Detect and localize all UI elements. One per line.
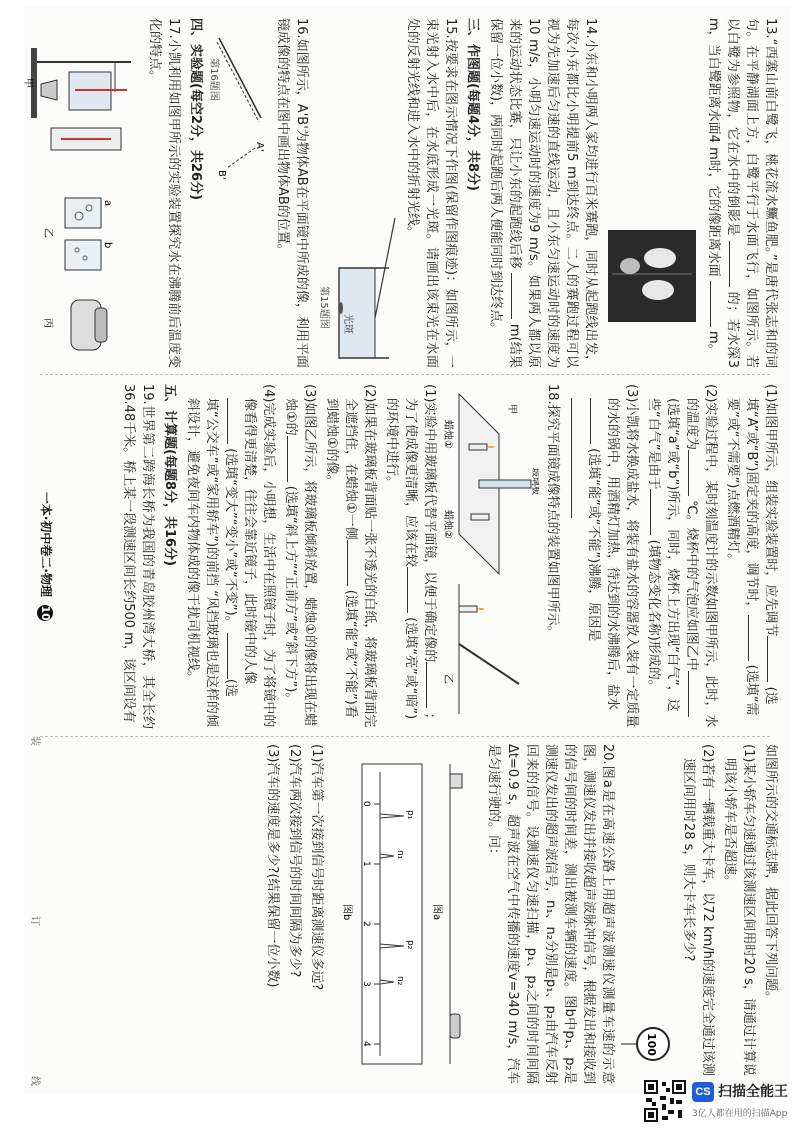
q17-part3: (3)小凯将水换成盐水，将装有盐水的容器放入装有一定质量的水的锅中，用酒精灯加热，待达到的水沸腾后，盐水 (选填“能”或“不能”)沸腾，原因是 <box>565 384 641 729</box>
question-16: 16.如图所示，A'B'为物体AB在平面镜中所成的像，利用平面镜成像的特点在图中画出物体AB的位置。 <box>275 18 309 368</box>
answer-blank[interactable] <box>688 671 701 717</box>
answer-blank[interactable] <box>287 436 300 482</box>
q20-part1: (1)汽车第一次接到信号时距离测速仪多远? <box>309 744 324 991</box>
pulse-p1: p₁ <box>405 810 415 820</box>
q18-part4: (4)完成实验后，小明想，生活中在照镜子时，为了将镜中的像看得更清楚，往往会靠近镜子，此时镜中的人像 (选填“变大”“变小”或“不变”)。 (选填“公交车”或“家用轿车”)的前挡 “风挡玻璃也是这样的倾斜设计，避免夜间车内物体成的像干扰司机视线。 <box>185 384 276 728</box>
speed-limit-value: 100 <box>645 1033 658 1056</box>
figure-15-caption: 第15题图 <box>318 286 329 329</box>
brand-name: 扫描全能王 <box>718 1084 788 1100</box>
section-4-heading: 四、实验题(每空2分，共26分) <box>188 18 203 201</box>
answer-blank[interactable] <box>710 281 723 327</box>
q20-part2: (2)汽车两次接到信号的时间间隔为多少? <box>287 744 302 978</box>
answer-blank[interactable] <box>688 450 701 496</box>
figure-16-caption: 第16题图 <box>209 58 219 101</box>
figure-15-diagram <box>315 18 399 368</box>
pulse-n1: n₁ <box>395 850 405 860</box>
speed-sign <box>621 744 675 1084</box>
pulse-n2: n₂ <box>395 976 405 986</box>
q18-part1: (1)实验中用玻璃板代替平面镜，以便于确定像的 ；为了使成像更清晰，应该在较 (选填“亮”或“暗”)的环境中进行。 <box>384 384 437 726</box>
egret-photo-image <box>604 18 700 368</box>
answer-blank[interactable] <box>511 273 524 319</box>
point-a-prime: A' <box>254 142 265 152</box>
figure-16-diagram <box>209 18 269 368</box>
answer-blank[interactable] <box>590 398 603 444</box>
column-divider <box>40 736 770 737</box>
scanner-watermark <box>644 1078 794 1126</box>
answer-blank[interactable] <box>729 241 742 287</box>
section-3-heading: 三、作图题(每题4分，共8分) <box>465 18 480 191</box>
brand-tagline: 3亿人都在用的扫描App <box>692 1109 788 1119</box>
binding-mark: 线 <box>29 1076 40 1086</box>
page-footer <box>36 384 55 729</box>
figure-17 <box>23 18 141 368</box>
question-15: 15.按要求在图示情况下作图(保留作图痕迹)：如图所示，一束光射入水中后，在水底形成一光斑。请画出该束光在水面处的反射光线和进入水中的折射光线。 <box>405 18 458 368</box>
right-column <box>260 744 780 1084</box>
figure-18-diagram <box>443 384 539 729</box>
q17-part1: (1)如图甲所示，组装实验装置时，应先调节 (选填“A”或“B”)固定夹的高度，调节时， (选填“需要”或“不需要”)点燃酒精灯。 <box>725 384 778 716</box>
q17-part2: (2)实验过程中，某时刻温度计的示数如图甲所示，此时，水的温度为 ℃。烧杯中的气泡应如图乙中 (选填“a”或“b”)所示，同时，烧杯上方出现“白气”，这些“白气”是由于 (填物态变化名称)形成的。 <box>646 384 718 728</box>
label-jia: 甲 <box>23 78 33 88</box>
fig-a-label: 图a <box>431 904 442 921</box>
label-yi: 乙 <box>443 674 453 684</box>
spot-label: 光斑 <box>342 314 353 334</box>
binding-mark: 装 <box>29 736 40 746</box>
q19-part2: (2)若有一辆载重大卡车，以72 km/h的速度完全通过该测速区间用时28 s，则大卡车长多少? <box>681 744 715 1076</box>
q19-part1: (1)某小轿车匀速通过该测速区间用时20 s，请通过计算说明该小轿车是否超速。 <box>722 744 756 1076</box>
page-number: 10 <box>39 605 52 621</box>
figure-20 <box>330 744 480 1084</box>
label-bing: 丙 <box>42 318 53 328</box>
figure-20-diagram <box>330 744 480 1084</box>
column-divider <box>40 374 770 375</box>
exam-page <box>24 6 790 1094</box>
tick-4: 4 <box>361 1041 371 1047</box>
figure-16 <box>209 18 269 368</box>
tick-2: 2 <box>361 921 371 927</box>
question-20: 20.图a是在高速公路上用超声波测速仪测量车速的示意图，测速仪发出并接收超声波脉冲信号，根据发出和接收到的信号间的时间差，测出被测车辆的速度。图b中p₁、p₂是测速仪发出的超声波信号，n₁、n₂分别是p₁、p₂由汽车反射回来的信号。设测速仪匀速扫描，p₁、p₂之间的时间间隔Δt=0.9 s，超声波在空气中传播的速度v=340 m/s，汽车是匀速行驶的。问： <box>486 744 615 1084</box>
answer-blank[interactable] <box>407 567 420 613</box>
qr-code-icon[interactable] <box>644 1080 686 1122</box>
answer-blank[interactable] <box>767 636 780 682</box>
pulse-p2: p₂ <box>405 940 415 950</box>
speed-sign-figure <box>621 744 675 1084</box>
glass-label: 玻璃板 <box>530 468 539 496</box>
fig-b-label: 图b <box>341 904 352 921</box>
tick-0: 0 <box>361 801 371 807</box>
label-jia: 甲 <box>506 404 517 414</box>
section-5-heading: 五、计算题(每题8分，共16分) <box>162 384 177 567</box>
middle-column <box>116 384 780 729</box>
camscanner-logo-icon: CS <box>692 1082 714 1102</box>
figure-18 <box>443 384 539 729</box>
label-yi: 乙 <box>42 228 53 238</box>
candle-2-label: 蜡烛② <box>443 510 453 539</box>
q20-part3: (3)汽车的速度是多少?(结果保留一位小数) <box>265 744 280 988</box>
tick-1: 1 <box>361 861 371 867</box>
answer-blank[interactable] <box>571 398 584 518</box>
answer-blank[interactable] <box>748 615 761 661</box>
footer-title: 一本·初中卷二·物理 <box>39 491 53 597</box>
beaker-a-label: a <box>102 200 113 207</box>
left-column <box>19 18 780 368</box>
answer-blank[interactable] <box>347 540 360 586</box>
answer-blank[interactable] <box>227 398 240 444</box>
figure-15 <box>315 18 399 368</box>
q19-intro: 如图所示的交通标志牌，据此回答下列问题。 <box>763 744 778 1005</box>
q18-part3: (3)如图乙所示，将玻璃板倾斜放置，蜡烛①的像将出现在蜡烛①的 (选填“斜上方”“正前方”或“斜下方”)。 <box>283 384 317 727</box>
tick-3: 3 <box>361 981 371 987</box>
question-13: 13.“西塞山前白鹭飞，桃花流水鳜鱼肥。”是唐代张志和的词句。在平静湖面上方，白鹭平行于水面飞行，如图所示。若以白鹭为参照物，它在水中的倒影是 的；若水深3 m，当白鹭距离水面4 m时，它的像距离水面 m。 <box>706 18 778 368</box>
binding-mark: 订 <box>29 916 40 926</box>
candle-1-label: 蜡烛① <box>443 420 453 449</box>
beaker-b-label: b <box>102 242 113 249</box>
question-17: 17.小凯利用如图甲所示的实验装置探究水在沸腾前后温度变化的特点。 <box>147 18 181 368</box>
answer-blank[interactable] <box>426 662 439 708</box>
answer-blank[interactable] <box>227 633 240 679</box>
egret-photo <box>604 18 700 368</box>
question-14: 14.小东和小明两人家均进行百米赛跑，同时从起跑线出发，每次小东都比小明提前5 m到达终点。二人的赛跑过程可以视为先加速后匀速的直线运动，且小东匀速运动时的速度为10 m/s，小明匀速运动时的速度为9 m/s。如果两人都以原来的运动状态比赛，只让小东的起跑线后移 m(结果保留一位小数)，两同时起跑后两人便能同时到达终点。 <box>488 18 598 368</box>
point-b-prime: B' <box>216 170 227 180</box>
figure-17-diagram <box>23 18 141 368</box>
answer-blank[interactable] <box>650 489 663 535</box>
q18-part2: (2)如果在玻璃板背面贴一张不透光的白纸，将玻璃板背面完全遮挡住，在蜡烛①一侧 (选填“能”或“不能”)看到蜡烛①的像。 <box>324 384 377 728</box>
question-19: 19.世界第二跨海长桥为我国的青岛胶州湾大桥，其全长约36.48千米。桥上某一段测速区间长约500 m，该区间设有 <box>121 384 155 729</box>
question-18: 18.探究平面镜成像特点的装置如图甲所示。 <box>545 384 560 639</box>
